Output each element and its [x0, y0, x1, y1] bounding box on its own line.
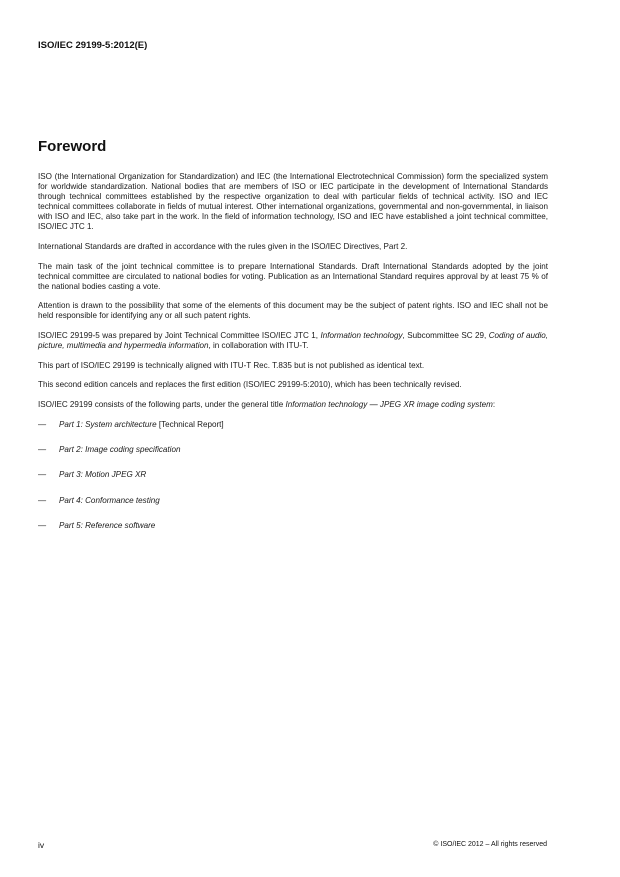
parts-list — [38, 420, 548, 532]
committee-title: Information technology — [320, 330, 403, 340]
part-title: Part 1: System architecture — [59, 419, 157, 429]
foreword-body — [38, 172, 548, 547]
paragraph-main-task: The main task of the joint technical committee is to prepare International Standards. Draft International Standards adopted by the joint technical committee are circulated to national bodies for voting. Publication as an International Standard requires approval by at least 75 % of the national bodies casting a vote. — [38, 261, 548, 291]
dash-bullet: — — [38, 521, 47, 531]
general-title: Information technology — JPEG XR image coding system — [285, 399, 493, 409]
part-title: Part 2: Image coding specification — [59, 444, 181, 454]
part-suffix: [Technical Report] — [156, 419, 224, 429]
prepared-by-text-end: , in collaboration with ITU-T. — [208, 340, 309, 350]
page-title: Foreword — [38, 138, 107, 155]
paragraph-parts-intro — [38, 400, 548, 410]
paragraph-directives: International Standards are drafted in accordance with the rules given in the ISO/IEC Directives, Part 2. — [38, 241, 408, 251]
dash-bullet: — — [38, 470, 47, 480]
part-title: Part 4: Conformance testing — [59, 495, 160, 505]
paragraph-prepared-by — [38, 331, 548, 351]
page-number: iv — [38, 840, 45, 850]
prepared-by-text-start: ISO/IEC 29199-5 was prepared by Joint Technical Committee ISO/IEC JTC 1, — [38, 330, 321, 340]
paragraph-edition: This second edition cancels and replaces the first edition (ISO/IEC 29199-5:2010), which has been technically revised. — [38, 380, 462, 390]
list-item — [38, 521, 548, 531]
parts-intro-colon: : — [492, 399, 496, 409]
list-item — [38, 470, 548, 480]
list-item — [38, 496, 548, 506]
list-item — [38, 445, 548, 455]
dash-bullet: — — [38, 495, 47, 505]
paragraph-itu-alignment: This part of ISO/IEC 29199 is technically aligned with ITU-T Rec. T.835 but is not published as identical text. — [38, 360, 425, 370]
part-title: Part 5: Reference software — [59, 521, 156, 531]
paragraph-organizations: ISO (the International Organization for Standardization) and IEC (the International Electrotechnical Commission) form the specialized system for worldwide standardization. National bodies that are members of ISO or IEC participate in the development of International Standards through technical committees established by the respective organization to deal with particular fields of technical activity. ISO and IEC technical committees collaborate in fields of mutual interest. Other international organizations, governmental and non-governmental, in liaison with ISO and IEC, also take part in the work. In the field of information technology, ISO and IEC have established a joint technical committee, ISO/IEC JTC 1. — [38, 172, 548, 232]
parts-intro-text: ISO/IEC 29199 consists of the following parts, under the general title — [38, 399, 286, 409]
dash-bullet: — — [38, 444, 47, 454]
dash-bullet: — — [38, 419, 47, 429]
document-identifier: ISO/IEC 29199-5:2012(E) — [38, 40, 148, 51]
subcommittee-title: Coding of audio, picture, multimedia and hypermedia information — [38, 330, 548, 350]
paragraph-patent-rights: Attention is drawn to the possibility that some of the elements of this document may be the subject of patent rights. ISO and IEC shall not be held responsible for identifying any or all such patent rights. — [38, 301, 548, 321]
part-title: Part 3: Motion JPEG XR — [59, 470, 147, 480]
list-item — [38, 420, 548, 430]
copyright-notice: © ISO/IEC 2012 – All rights reserved — [433, 841, 547, 848]
prepared-by-text-middle: , Subcommittee SC 29, — [402, 330, 489, 340]
